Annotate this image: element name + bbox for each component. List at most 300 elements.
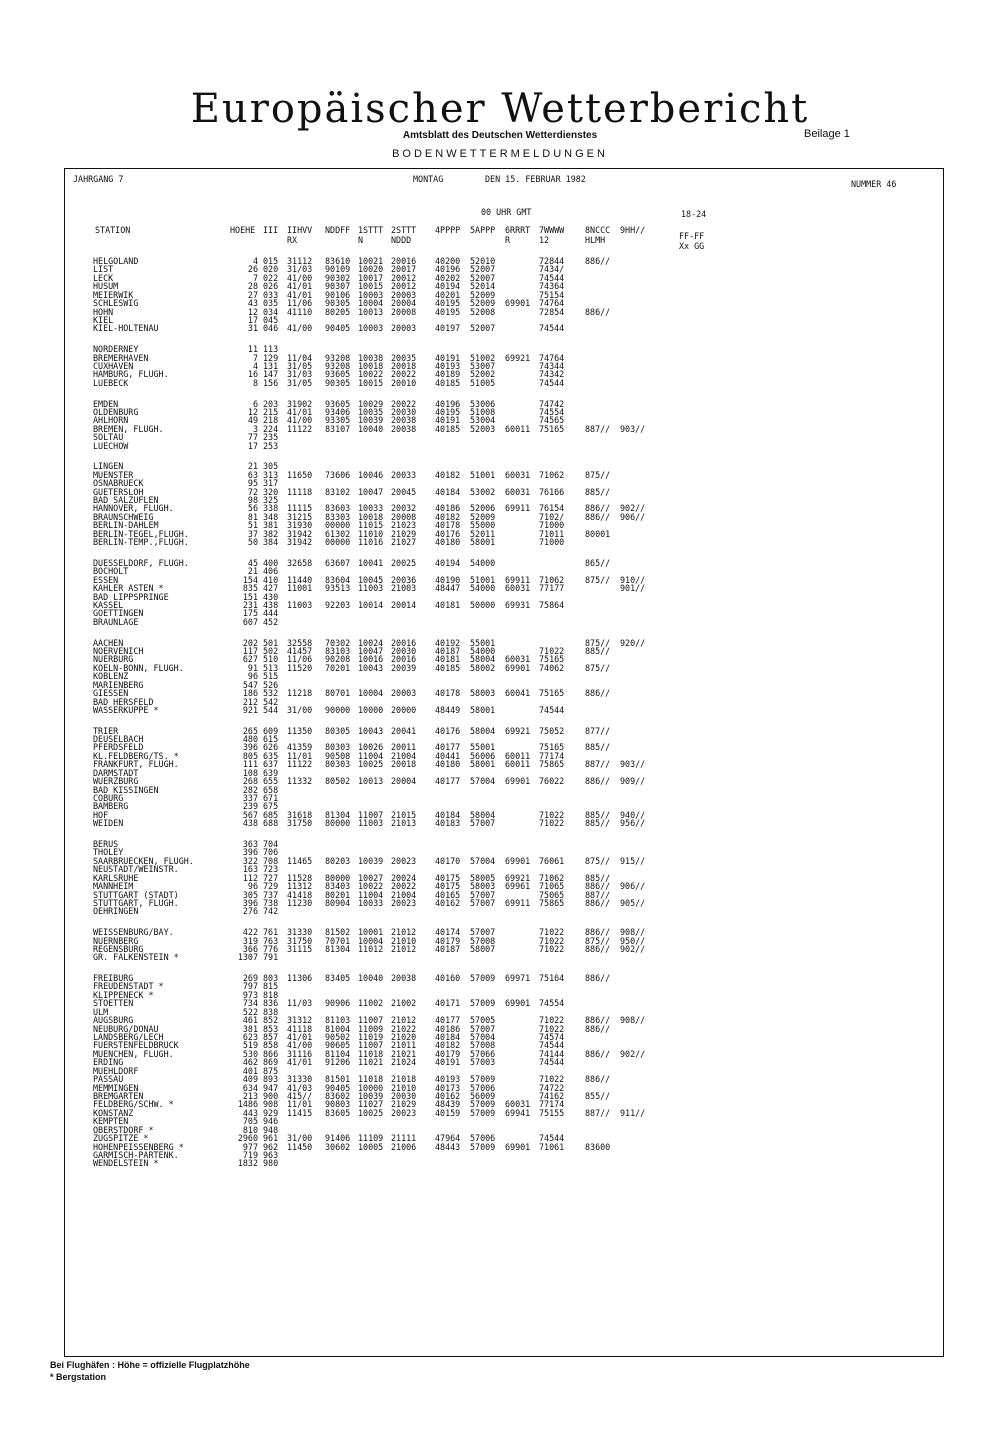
page-title: Europäischer Wetterbericht <box>190 86 810 132</box>
cell: 929 <box>263 1107 279 1118</box>
cell: 21010 <box>391 935 417 946</box>
cell: 203 <box>263 398 279 409</box>
cell: 51001 <box>470 574 496 585</box>
cell: 40187 <box>435 943 461 954</box>
cell: 908// <box>620 1015 646 1026</box>
cell: 57066 <box>470 1048 496 1059</box>
cell: 10022 <box>358 881 384 892</box>
cell: 69921 <box>505 872 531 883</box>
cell: 76154 <box>539 503 565 514</box>
station-name: NUERBURG <box>93 654 134 665</box>
cell: 10045 <box>358 574 384 585</box>
cell: 74544 <box>539 377 565 388</box>
station-name: BOCHOLT <box>93 566 129 577</box>
cell: 4 <box>252 256 258 266</box>
cell: 887// <box>585 889 611 900</box>
cell: 69901 <box>505 662 531 673</box>
station-name: MEIERWIK <box>93 289 134 300</box>
cell: 57009 <box>470 973 496 983</box>
cell: 10018 <box>358 361 384 371</box>
cell: 41/00 <box>287 1040 313 1051</box>
cell: 41359 <box>287 742 313 753</box>
cell: 72844 <box>539 256 565 266</box>
cell: 235 <box>263 432 279 443</box>
column-header-station: STATION <box>95 225 131 235</box>
station-name: WUERZBURG <box>93 776 139 787</box>
cell: 026 <box>263 281 279 292</box>
cell: 623 <box>242 1032 258 1042</box>
cell: 69911 <box>505 574 531 585</box>
cell: 40191 <box>435 415 461 426</box>
cell: 80201 <box>325 889 351 900</box>
cell: 034 <box>263 306 279 317</box>
cell: 40176 <box>435 725 461 736</box>
cell: 865// <box>585 557 611 568</box>
cell: 838 <box>263 1006 279 1017</box>
cell: 502 <box>263 645 279 656</box>
cell: 903// <box>620 423 646 434</box>
cell: 40197 <box>435 323 461 334</box>
cell: 55001 <box>470 637 496 648</box>
cell: 224 <box>263 423 279 434</box>
cell: 40196 <box>435 264 461 275</box>
cell: 400 <box>263 557 279 568</box>
cell: 57005 <box>470 1015 496 1026</box>
cell: 956// <box>620 818 646 829</box>
station-name: KOELN-BONN, FLUGH. <box>93 662 184 673</box>
cell: 93208 <box>325 361 351 371</box>
cell: 10047 <box>358 645 384 656</box>
cell: 10039 <box>358 1091 384 1101</box>
cell: 83107 <box>325 423 351 434</box>
cell: 96 <box>247 881 258 892</box>
station-name: DEUSELBACH <box>93 734 144 744</box>
station-name: LUECHOW <box>93 440 129 451</box>
cell: 74344 <box>539 361 565 371</box>
cell: 31/03 <box>287 264 313 275</box>
cell: 52007 <box>470 272 496 283</box>
cell: 20010 <box>391 377 417 388</box>
cell: 48447 <box>435 583 461 594</box>
cell: 74722 <box>539 1082 565 1093</box>
cell: 20041 <box>391 725 417 736</box>
cell: 20016 <box>391 256 417 266</box>
cell: 58001 <box>470 704 496 715</box>
cell: 52009 <box>470 511 496 522</box>
cell: 74544 <box>539 323 565 334</box>
cell: 10043 <box>358 662 384 673</box>
cell: 51001 <box>470 469 496 480</box>
station-name: KONSTANZ <box>93 1107 134 1118</box>
cell: 53002 <box>470 486 496 497</box>
cell: 401 <box>242 1065 258 1076</box>
cell: 156 <box>263 377 279 388</box>
cell: 20038 <box>391 973 417 983</box>
cell: 305 <box>263 461 279 472</box>
cell: 40193 <box>435 361 461 371</box>
cell: 11312 <box>287 881 313 892</box>
cell: 83600 <box>585 1141 611 1152</box>
cell: 90405 <box>325 323 351 334</box>
cell: 57006 <box>470 1082 496 1093</box>
cell: 71022 <box>539 935 565 946</box>
cell: 10003 <box>358 323 384 334</box>
cell: 71000 <box>539 520 565 531</box>
cell: 75052 <box>539 725 565 736</box>
cell: 83610 <box>325 256 351 266</box>
station-name: BERLIN-DAHLEM <box>93 520 159 531</box>
cell: 00000 <box>325 520 351 531</box>
station-name: BAMBERG <box>93 801 129 812</box>
cell: 4 <box>252 361 258 371</box>
station-name: OEHRINGEN <box>93 906 139 917</box>
cell: 11004 <box>358 750 384 761</box>
cell: 83602 <box>325 1091 351 1101</box>
cell: 58003 <box>470 688 496 698</box>
cell: 90000 <box>325 704 351 715</box>
cell: 30602 <box>325 1141 351 1152</box>
cell: 1486 <box>237 1099 258 1110</box>
cell: 10040 <box>358 423 384 434</box>
cell: 7 <box>252 352 258 363</box>
cell: 325 <box>263 495 279 505</box>
station-name: NORDERNEY <box>93 344 139 355</box>
table-row <box>65 953 943 962</box>
cell: 40183 <box>435 818 461 829</box>
cell: 58004 <box>470 809 496 820</box>
cell: 396 <box>242 897 258 908</box>
column-header-p4: 4PPPP <box>435 225 461 235</box>
cell: 32658 <box>287 557 313 568</box>
issue-number: NUMMER 46 <box>851 179 897 189</box>
cell: 21002 <box>391 998 417 1009</box>
cell: 567 <box>242 809 258 820</box>
cell: 10024 <box>358 637 384 648</box>
cell: 11122 <box>287 423 313 434</box>
cell: 10015 <box>358 377 384 388</box>
cell: 886// <box>585 1015 611 1026</box>
station-name: BREMEN, FLUGH. <box>93 423 164 434</box>
cell: 430 <box>263 591 279 602</box>
cell: 40202 <box>435 272 461 283</box>
station-name: ESSEN <box>93 574 119 585</box>
cell: 963 <box>263 1150 279 1160</box>
cell: 93305 <box>325 415 351 426</box>
cell: 53007 <box>470 361 496 371</box>
cell: 81 <box>247 511 258 522</box>
cell: 40191 <box>435 1057 461 1068</box>
station-name: FREUDENSTADT * <box>93 981 164 992</box>
cell: 80502 <box>325 776 351 787</box>
cell: 50 <box>247 537 258 548</box>
cell: 902// <box>620 1048 646 1059</box>
cell: 11520 <box>287 662 313 673</box>
cell: 151 <box>242 591 258 602</box>
cell: 11007 <box>358 809 384 820</box>
cell: 40180 <box>435 537 461 548</box>
cell: 20012 <box>391 281 417 292</box>
station-name: AACHEN <box>93 637 124 648</box>
cell: 11465 <box>287 855 313 866</box>
column-header-nddff: NDDFF <box>325 225 351 235</box>
cell: 10013 <box>358 776 384 787</box>
cell: 609 <box>263 725 279 736</box>
cell: 31312 <box>287 1015 313 1026</box>
cell: 74364 <box>539 281 565 292</box>
cell: 69941 <box>505 1107 531 1118</box>
station-name: MUEHLDORF <box>93 1065 139 1076</box>
cell: 634 <box>242 1082 258 1093</box>
cell: 81004 <box>325 1023 351 1034</box>
cell: 20004 <box>391 298 417 309</box>
cell: 893 <box>263 1074 279 1085</box>
cell: 129 <box>263 352 279 363</box>
cell: 384 <box>263 537 279 548</box>
cell: 035 <box>263 298 279 309</box>
cell: 11/06 <box>287 654 313 665</box>
cell: 21111 <box>391 1133 417 1144</box>
cell: 11122 <box>287 759 313 770</box>
cell: 93406 <box>325 406 351 417</box>
cell: 515 <box>263 671 279 682</box>
cell: 10005 <box>358 1141 384 1152</box>
cell: 40176 <box>435 528 461 539</box>
cell: 452 <box>263 616 279 627</box>
cell: 154 <box>242 574 258 585</box>
cell: 71022 <box>539 818 565 829</box>
cell: 57007 <box>470 889 496 900</box>
cell: 11019 <box>358 1032 384 1042</box>
station-name: HUSUM <box>93 281 119 292</box>
cell: 90605 <box>325 1040 351 1051</box>
cell: 20038 <box>391 415 417 426</box>
cell: 875// <box>585 662 611 673</box>
cell: 74544 <box>539 1057 565 1068</box>
cell: 11/03 <box>287 998 313 1009</box>
cell: 40178 <box>435 688 461 698</box>
station-name: SAARBRUECKEN, FLUGH. <box>93 855 194 866</box>
cell: 58004 <box>470 654 496 665</box>
cell: 71062 <box>539 574 565 585</box>
cell: 320 <box>263 486 279 497</box>
station-name: BREMERHAVEN <box>93 352 149 363</box>
cell: 10026 <box>358 742 384 753</box>
report-frame <box>64 168 944 1357</box>
cell: 21004 <box>391 889 417 900</box>
cell: 11218 <box>287 688 313 698</box>
cell: 422 <box>242 927 258 937</box>
cell: 11/01 <box>287 750 313 761</box>
cell: 803 <box>263 973 279 983</box>
cell: 10041 <box>358 557 384 568</box>
cell: 719 <box>242 1150 258 1160</box>
cell: 60011 <box>505 759 531 770</box>
cell: 853 <box>263 1023 279 1034</box>
cell: 71022 <box>539 927 565 937</box>
cell: 763 <box>263 935 279 946</box>
beilage-label: Beilage 1 <box>804 128 850 140</box>
column-header-s1: 1STTT N <box>358 225 384 245</box>
station-name: GIESSEN <box>93 688 129 698</box>
station-name: BAD HERSFELD <box>93 696 154 707</box>
cell: 74342 <box>539 369 565 380</box>
cell: 40195 <box>435 306 461 317</box>
cell: 90208 <box>325 654 351 665</box>
cell: 57004 <box>470 776 496 787</box>
cell: 57007 <box>470 927 496 937</box>
cell: 10025 <box>358 759 384 770</box>
cell: 53006 <box>470 398 496 409</box>
cell: 83103 <box>325 645 351 656</box>
cell: 10021 <box>358 256 384 266</box>
cell: 626 <box>263 742 279 753</box>
cell: 908// <box>620 927 646 937</box>
cell: 52006 <box>470 503 496 514</box>
cell: 396 <box>242 847 258 858</box>
station-name: BAD KISSINGEN <box>93 784 159 795</box>
cell: 6 <box>252 398 258 409</box>
cell: 1832 <box>237 1158 258 1169</box>
cell: 57009 <box>470 1141 496 1152</box>
cell: 57008 <box>470 1040 496 1051</box>
cell: 57003 <box>470 1057 496 1068</box>
station-name: STOETTEN <box>93 998 134 1009</box>
cell: 396 <box>242 742 258 753</box>
cell: 776 <box>263 943 279 954</box>
cell: 40200 <box>435 256 461 266</box>
cell: 20017 <box>391 264 417 275</box>
cell: 74764 <box>539 352 565 363</box>
cell: 10020 <box>358 264 384 275</box>
cell: 41110 <box>287 306 313 317</box>
cell: 20000 <box>391 704 417 715</box>
cell: 40173 <box>435 1082 461 1093</box>
cell: 20016 <box>391 637 417 648</box>
cell: 21 <box>247 461 258 472</box>
cell: 40160 <box>435 973 461 983</box>
cell: 382 <box>263 528 279 539</box>
cell: 20008 <box>391 511 417 522</box>
cell: 75165 <box>539 688 565 698</box>
cell: 900 <box>263 1091 279 1101</box>
cell: 31/05 <box>287 361 313 371</box>
cell: 276 <box>242 906 258 917</box>
cell: 74544 <box>539 704 565 715</box>
cell: 69911 <box>505 897 531 908</box>
cell: 902// <box>620 943 646 954</box>
cell: 40165 <box>435 889 461 900</box>
cell: 32558 <box>287 637 313 648</box>
cell: 40192 <box>435 637 461 648</box>
cell: 7434/ <box>539 264 565 275</box>
cell: 58001 <box>470 759 496 770</box>
cell: 69901 <box>505 855 531 866</box>
cell: 56 <box>247 503 258 514</box>
cell: 75165 <box>539 654 565 665</box>
cell: 93208 <box>325 352 351 363</box>
cell: 40185 <box>435 377 461 388</box>
cell: 74544 <box>539 1133 565 1144</box>
cell: 31/03 <box>287 369 313 380</box>
cell: 40177 <box>435 776 461 787</box>
cell: 20022 <box>391 398 417 409</box>
cell: 41/01 <box>287 281 313 292</box>
cell: 31/00 <box>287 704 313 715</box>
cell: 83603 <box>325 503 351 514</box>
cell: 313 <box>263 469 279 480</box>
cell: 10033 <box>358 503 384 514</box>
cell: 81501 <box>325 1074 351 1085</box>
cell: 20030 <box>391 1091 417 1101</box>
cell: 11 <box>247 344 258 355</box>
station-name: BERUS <box>93 838 119 849</box>
cell: 21024 <box>391 1057 417 1068</box>
weekday: MONTAG <box>413 174 444 184</box>
cell: 462 <box>242 1057 258 1068</box>
column-header-h9: 9HH// <box>620 225 646 235</box>
cell: 239 <box>242 801 258 812</box>
cell: 75865 <box>539 759 565 770</box>
cell: 111 <box>242 759 258 770</box>
cell: 20014 <box>391 599 417 610</box>
cell: 40194 <box>435 281 461 292</box>
cell: 40185 <box>435 662 461 673</box>
cell: 10043 <box>358 725 384 736</box>
cell: 74544 <box>539 1040 565 1051</box>
station-name: BRAUNLAGE <box>93 616 139 627</box>
cell: 69901 <box>505 776 531 787</box>
cell: 71022 <box>539 1023 565 1034</box>
cell: 90405 <box>325 1082 351 1093</box>
cell: 57004 <box>470 855 496 866</box>
cell: 91206 <box>325 1057 351 1068</box>
cell: 60041 <box>505 688 531 698</box>
cell: 11/06 <box>287 298 313 309</box>
cell: 77 <box>247 432 258 443</box>
cell: 40181 <box>435 599 461 610</box>
cell: 20045 <box>391 486 417 497</box>
cell: 11009 <box>358 1023 384 1034</box>
cell: 69961 <box>505 881 531 892</box>
cell: 113 <box>263 344 279 355</box>
cell: 8 <box>252 377 258 388</box>
station-name: DUESSELDORF, FLUGH. <box>93 557 189 568</box>
cell: 57009 <box>470 1099 496 1110</box>
cell: 810 <box>242 1124 258 1135</box>
cell: 40177 <box>435 1015 461 1026</box>
station-name: WEISSENBURG/BAY. <box>93 927 174 937</box>
cell: 855// <box>585 1091 611 1101</box>
cell: 21023 <box>391 520 417 531</box>
cell: 11012 <box>358 943 384 954</box>
cell: 852 <box>263 1015 279 1026</box>
station-name: KARLSRUHE <box>93 872 139 883</box>
column-header-ff: FF-FF Xx GG <box>679 231 705 251</box>
cell: 16 <box>247 369 258 380</box>
cell: 90502 <box>325 1032 351 1042</box>
cell: 337 <box>242 793 258 803</box>
cell: 685 <box>263 809 279 820</box>
cell: 10016 <box>358 654 384 665</box>
cell: 10014 <box>358 599 384 610</box>
cell: 10013 <box>358 306 384 317</box>
station-name: GR. FALKENSTEIN * <box>93 952 179 963</box>
station-name: KLIPPENECK * <box>93 989 154 1000</box>
cell: 20011 <box>391 742 417 753</box>
cell: 175 <box>242 608 258 619</box>
station-name: EMDEN <box>93 398 119 409</box>
cell: 72854 <box>539 306 565 317</box>
